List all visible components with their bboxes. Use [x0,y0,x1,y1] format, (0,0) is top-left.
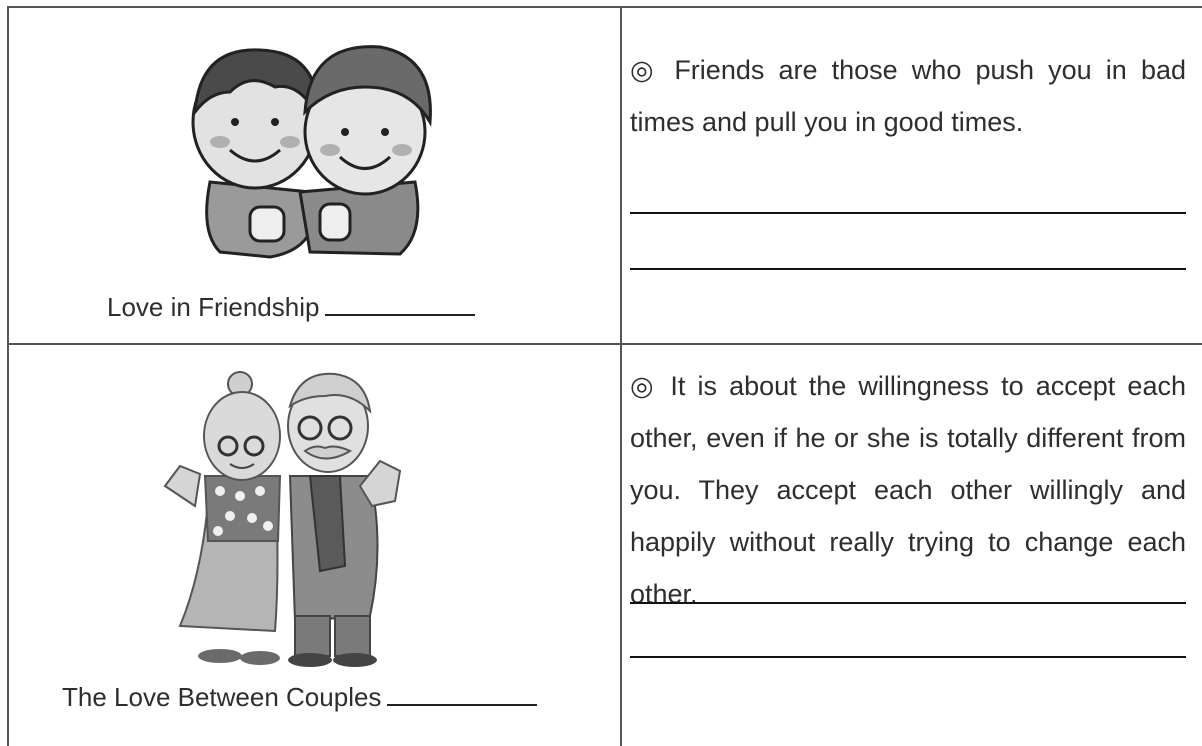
couples-caption-text: The Love Between Couples [62,682,382,712]
friendship-illustration [180,32,440,272]
friendship-answer-blank[interactable] [325,314,475,316]
table-column-divider [620,6,622,746]
friendship-caption [107,292,475,323]
friendship-quote: ◎ Friends are those who push you in bad times and pull you in good times. [630,55,1186,137]
couple-illustration [160,366,420,668]
table-top-border [7,6,1202,8]
couples-writing-line-1[interactable] [630,602,1186,604]
table-row-divider [7,343,1202,345]
friendship-caption-text: Love in Friendship [107,292,320,322]
couples-quote: ◎ It is about the willingness to accept each other, even if he or she is totally different from you. They accept each other willingly and happily without really trying to change each other. [630,371,1186,609]
couples-answer-blank[interactable] [387,704,537,706]
friendship-writing-line-1[interactable] [630,212,1186,214]
couples-writing-line-2[interactable] [630,656,1186,658]
couples-caption [62,682,537,713]
friendship-writing-line-2[interactable] [630,268,1186,270]
table-left-border [7,6,9,746]
